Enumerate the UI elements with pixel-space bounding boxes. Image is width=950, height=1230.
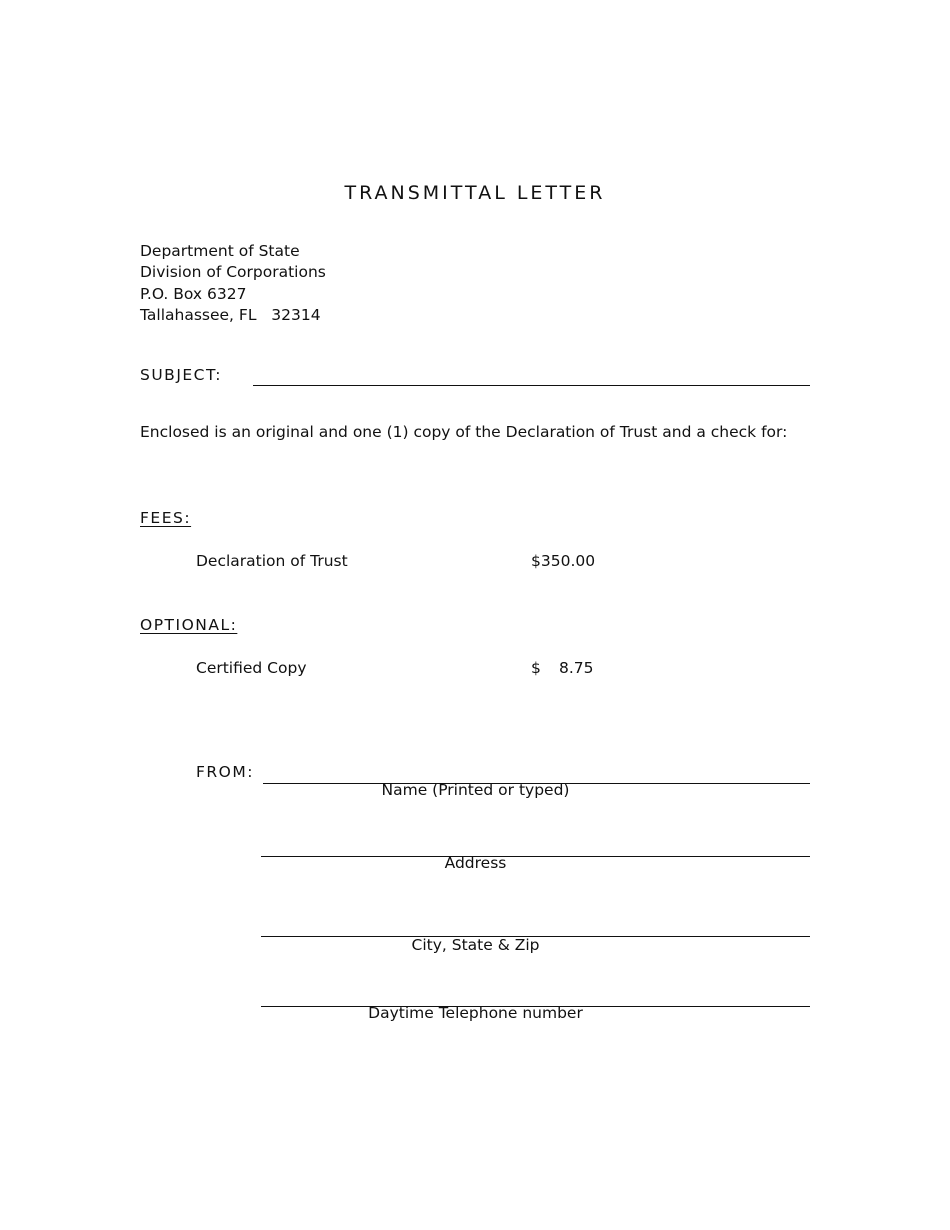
- city-state-zip-caption: City, State & Zip: [411, 936, 540, 954]
- fee-item-label: Declaration of Trust: [196, 552, 348, 570]
- phone-caption: Daytime Telephone number: [368, 1004, 583, 1022]
- optional-item-amount: 8.75: [559, 659, 594, 677]
- from-label: FROM:: [196, 763, 254, 781]
- name-field[interactable]: [265, 763, 808, 783]
- address-field[interactable]: [262, 836, 808, 856]
- phone-field[interactable]: [262, 986, 808, 1006]
- address-line-department: Department of State: [140, 242, 300, 260]
- optional-item-label: Certified Copy: [196, 659, 307, 677]
- optional-item-currency: $: [531, 659, 541, 677]
- city-state-zip-field[interactable]: [262, 916, 808, 936]
- address-line-division: Division of Corporations: [140, 263, 326, 281]
- page-title: TRANSMITTAL LETTER: [344, 182, 606, 204]
- name-caption: Name (Printed or typed): [381, 781, 570, 799]
- address-caption: Address: [444, 854, 507, 872]
- subject-label: SUBJECT:: [140, 366, 222, 384]
- fee-item-amount: $350.00: [531, 552, 596, 570]
- address-line-po-box: P.O. Box 6327: [140, 285, 247, 303]
- optional-heading: OPTIONAL:: [140, 616, 238, 634]
- enclosed-statement: Enclosed is an original and one (1) copy of the Declaration of Trust and a check for:: [140, 423, 788, 441]
- subject-line: [253, 385, 810, 386]
- fees-heading: FEES:: [140, 509, 192, 527]
- address-line-city: Tallahassee, FL 32314: [140, 306, 321, 324]
- subject-field[interactable]: [255, 364, 808, 384]
